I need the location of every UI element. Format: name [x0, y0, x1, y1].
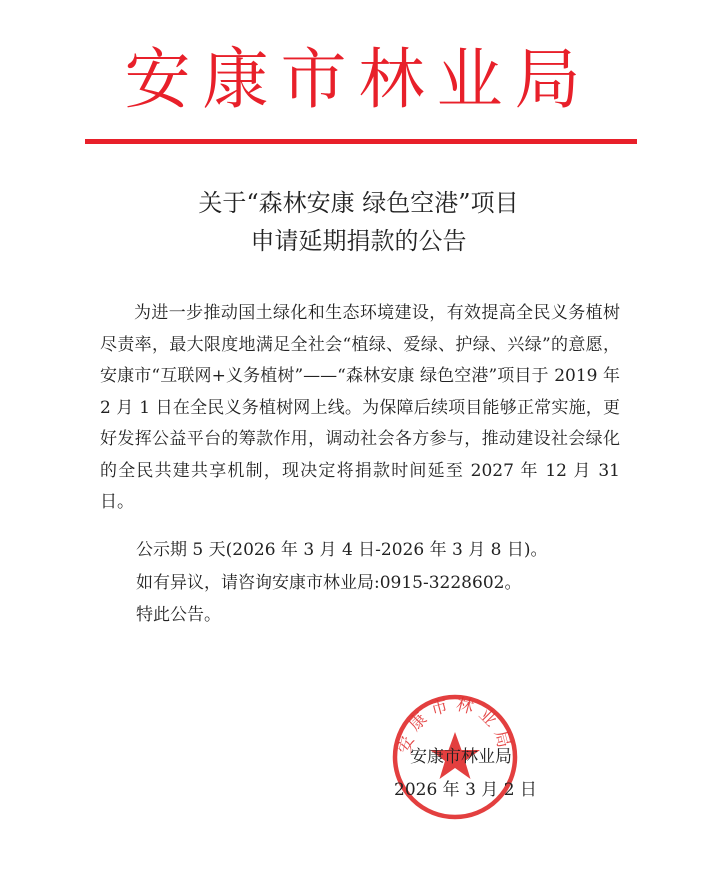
announcement-title-line2: 申请延期捐款的公告: [250, 227, 467, 255]
org-header-title: 安康市林业局: [124, 41, 593, 118]
red-divider-rule: [85, 139, 637, 144]
body-paragraph: 为进一步推动国土绿化和生态环境建设，有效提高全民义务植树尽责率，最大限度地满足全社会“植绿、爱绿、护绿、兴绿”的意愿，安康市“互联网+义务植树”——“森林安康 绿色空港”项目于 2019 年 2 月 1 日在全民义务植树网上线。为保障后续项目能够正常实施，更好发挥公益平台的筹款作用，调动社会各方参与，推动建设社会绿化的全民共建共享机制，现决定将捐款时间延至 2027 年 12 月 31 日。: [100, 303, 620, 512]
publicity-period-line: 公示期 5 天(2026 年 3 月 4 日-2026 年 3 月 8 日)。: [136, 540, 548, 560]
signature-date: 2026 年 3 月 2 日: [394, 780, 537, 800]
signature-org: 安康市林业局: [410, 747, 512, 767]
closing-line: 特此公告。: [136, 605, 221, 625]
contact-line: 如有异议，请咨询安康市林业局:0915-3228602。: [136, 573, 522, 593]
seal-text: 安康市林业局: [395, 694, 515, 756]
announcement-title-line1: 关于“森林安康 绿色空港”项目: [198, 189, 519, 217]
